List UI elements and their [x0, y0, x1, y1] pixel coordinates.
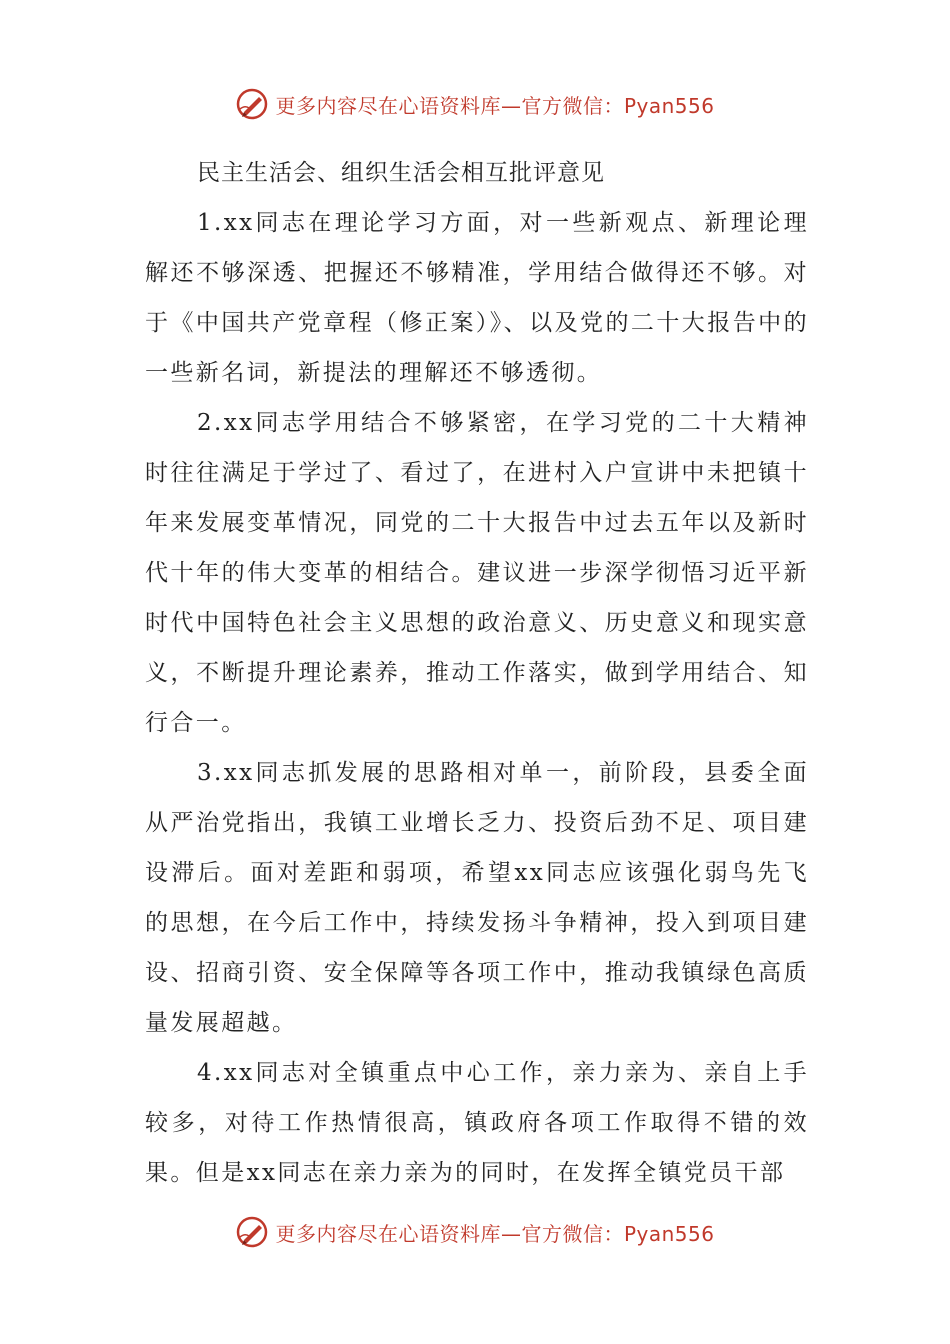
pen-logo-icon — [235, 1215, 269, 1249]
watermark-text: 更多内容尽在心语资料库—官方微信：Pyan556 — [275, 93, 715, 118]
document-title: 民主生活会、组织生活会相互批评意见 — [197, 160, 605, 186]
paragraph-2: 2.xx同志学用结合不够紧密，在学习党的二十大精神时往往满足于学过了、看过了，在进村入户宣讲中未把镇十年来发展变革情况，同党的二十大报告中过去五年以及新时代十年的伟大变革的相结合。建议进一步深学彻悟习近平新时代中国特色社会主义思想的政治意义、历史意义和现实意义，不断提升理论素养，推动工作落实，做到学用结合、知行合一。 — [145, 410, 809, 736]
paragraph-1: 1.xx同志在理论学习方面，对一些新观点、新理论理解还不够深透、把握还不够精准，学用结合做得还不够。对于《中国共产党章程（修正案）》、以及党的二十大报告中的一些新名词，新提法的理解还不够透彻。 — [145, 210, 809, 386]
document-body — [145, 148, 809, 1198]
footer-watermark — [0, 1212, 950, 1252]
watermark-text: 更多内容尽在心语资料库—官方微信：Pyan556 — [275, 1221, 715, 1246]
paragraph-4: 4.xx同志对全镇重点中心工作，亲力亲为、亲自上手较多，对待工作热情很高，镇政府各项工作取得不错的效果。但是xx同志在亲力亲为的同时，在发挥全镇党员干部 — [145, 1060, 809, 1186]
paragraph-3: 3.xx同志抓发展的思路相对单一，前阶段，县委全面从严治党指出，我镇工业增长乏力、投资后劲不足、项目建设滞后。面对差距和弱项，希望xx同志应该强化弱鸟先飞的思想，在今后工作中，持续发扬斗争精神，投入到项目建设、招商引资、安全保障等各项工作中，推动我镇绿色高质量发展超越。 — [145, 760, 809, 1036]
pen-logo-icon — [235, 87, 269, 121]
header-watermark — [0, 84, 950, 124]
